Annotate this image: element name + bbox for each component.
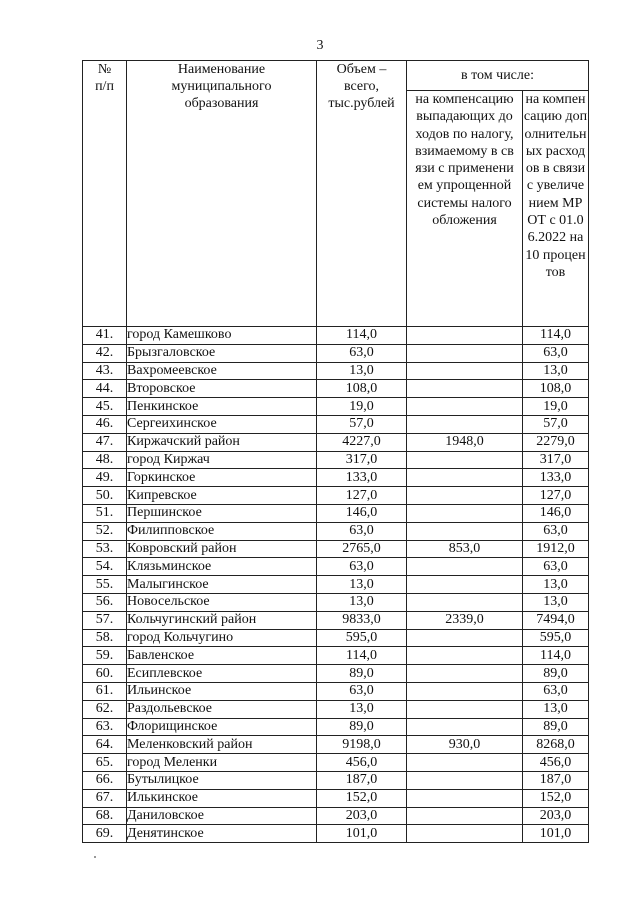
- row-number-cell: 41.: [83, 327, 127, 345]
- total-volume-cell: 63,0: [317, 558, 407, 576]
- row-number-cell: 64.: [83, 736, 127, 754]
- mrot-compensation-cell: 317,0: [523, 451, 589, 469]
- mrot-compensation-cell: 8268,0: [523, 736, 589, 754]
- mrot-compensation-cell: 114,0: [523, 327, 589, 345]
- usn-compensation-cell: [407, 718, 523, 736]
- total-volume-cell: 108,0: [317, 380, 407, 398]
- table-header: [83, 61, 589, 327]
- table-row: [83, 362, 589, 380]
- usn-compensation-cell: [407, 825, 523, 843]
- municipality-name-cell: город Киржач: [127, 451, 317, 469]
- table-body: [83, 327, 589, 843]
- table-row: [83, 398, 589, 416]
- municipality-name-cell: Флорищинское: [127, 718, 317, 736]
- row-number-cell: 63.: [83, 718, 127, 736]
- usn-compensation-cell: [407, 469, 523, 487]
- row-number-cell: 62.: [83, 700, 127, 718]
- row-number-cell: 53.: [83, 540, 127, 558]
- usn-compensation-cell: [407, 665, 523, 683]
- usn-compensation-cell: [407, 629, 523, 647]
- mrot-compensation-cell: 89,0: [523, 718, 589, 736]
- mrot-compensation-cell: 1912,0: [523, 540, 589, 558]
- usn-compensation-cell: [407, 398, 523, 416]
- municipality-name-cell: Першинское: [127, 504, 317, 522]
- table-row: [83, 611, 589, 629]
- table-row: [83, 433, 589, 451]
- total-volume-cell: 13,0: [317, 576, 407, 594]
- mrot-compensation-cell: 7494,0: [523, 611, 589, 629]
- total-volume-cell: 203,0: [317, 807, 407, 825]
- header-number: № п/п: [83, 61, 127, 327]
- table-row: [83, 825, 589, 843]
- table-row: [83, 522, 589, 540]
- total-volume-cell: 101,0: [317, 825, 407, 843]
- total-volume-cell: 9833,0: [317, 611, 407, 629]
- usn-compensation-cell: [407, 576, 523, 594]
- mrot-compensation-cell: 101,0: [523, 825, 589, 843]
- mrot-compensation-cell: 13,0: [523, 576, 589, 594]
- header-mrot-compensation: на компенсацию дополнительных расходов в связи с увеличением МРОТ с 01.06.2022 на 10 процентов: [523, 91, 589, 327]
- mrot-compensation-cell: 152,0: [523, 789, 589, 807]
- mrot-compensation-cell: 127,0: [523, 487, 589, 505]
- municipality-name-cell: Раздольевское: [127, 700, 317, 718]
- municipality-name-cell: Бавленское: [127, 647, 317, 665]
- municipality-name-cell: Денятинское: [127, 825, 317, 843]
- page-number: 3: [316, 38, 324, 53]
- row-number-cell: 67.: [83, 789, 127, 807]
- total-volume-cell: 63,0: [317, 682, 407, 700]
- usn-compensation-cell: 853,0: [407, 540, 523, 558]
- table-row: [83, 558, 589, 576]
- table-row: [83, 327, 589, 345]
- total-volume-cell: 133,0: [317, 469, 407, 487]
- municipality-name-cell: Илькинское: [127, 789, 317, 807]
- table-row: [83, 504, 589, 522]
- table-row: [83, 789, 589, 807]
- municipality-name-cell: Ковровский район: [127, 540, 317, 558]
- mrot-compensation-cell: 114,0: [523, 647, 589, 665]
- mrot-compensation-cell: 13,0: [523, 700, 589, 718]
- row-number-cell: 52.: [83, 522, 127, 540]
- total-volume-cell: 13,0: [317, 362, 407, 380]
- row-number-cell: 54.: [83, 558, 127, 576]
- municipality-name-cell: Брызгаловское: [127, 344, 317, 362]
- usn-compensation-cell: [407, 789, 523, 807]
- municipality-name-cell: Есиплевское: [127, 665, 317, 683]
- municipality-name-cell: Малыгинское: [127, 576, 317, 594]
- row-number-cell: 68.: [83, 807, 127, 825]
- total-volume-cell: 19,0: [317, 398, 407, 416]
- usn-compensation-cell: [407, 593, 523, 611]
- row-number-cell: 42.: [83, 344, 127, 362]
- row-number-cell: 60.: [83, 665, 127, 683]
- total-volume-cell: 63,0: [317, 344, 407, 362]
- table-row: [83, 771, 589, 789]
- mrot-compensation-cell: 133,0: [523, 469, 589, 487]
- header-usn-compensation: на компенсацию выпадающих доходов по налогу, взимаемому в связи с применением упрощенной системы налогообложения: [407, 91, 523, 327]
- total-volume-cell: 89,0: [317, 718, 407, 736]
- usn-compensation-cell: [407, 522, 523, 540]
- table-row: [83, 718, 589, 736]
- mrot-compensation-cell: 2279,0: [523, 433, 589, 451]
- municipality-name-cell: Горкинское: [127, 469, 317, 487]
- row-number-cell: 43.: [83, 362, 127, 380]
- mrot-compensation-cell: 595,0: [523, 629, 589, 647]
- municipality-name-cell: Вахромеевское: [127, 362, 317, 380]
- municipality-name-cell: Кипревское: [127, 487, 317, 505]
- table-row: [83, 380, 589, 398]
- municipality-name-cell: Филипповское: [127, 522, 317, 540]
- row-number-cell: 59.: [83, 647, 127, 665]
- row-number-cell: 66.: [83, 771, 127, 789]
- total-volume-cell: 2765,0: [317, 540, 407, 558]
- mrot-compensation-cell: 108,0: [523, 380, 589, 398]
- row-number-cell: 46.: [83, 415, 127, 433]
- usn-compensation-cell: [407, 700, 523, 718]
- municipality-name-cell: Кольчугинский район: [127, 611, 317, 629]
- municipality-name-cell: Киржачский район: [127, 433, 317, 451]
- municipality-name-cell: Клязьминское: [127, 558, 317, 576]
- municipality-name-cell: Новосельское: [127, 593, 317, 611]
- row-number-cell: 44.: [83, 380, 127, 398]
- total-volume-cell: 9198,0: [317, 736, 407, 754]
- usn-compensation-cell: [407, 754, 523, 772]
- total-volume-cell: 456,0: [317, 754, 407, 772]
- table-row: [83, 665, 589, 683]
- row-number-cell: 61.: [83, 682, 127, 700]
- mrot-compensation-cell: 89,0: [523, 665, 589, 683]
- usn-compensation-cell: [407, 682, 523, 700]
- usn-compensation-cell: [407, 771, 523, 789]
- municipality-name-cell: Меленковский район: [127, 736, 317, 754]
- municipality-name-cell: город Камешково: [127, 327, 317, 345]
- usn-compensation-cell: 2339,0: [407, 611, 523, 629]
- usn-compensation-cell: 930,0: [407, 736, 523, 754]
- row-number-cell: 69.: [83, 825, 127, 843]
- total-volume-cell: 13,0: [317, 593, 407, 611]
- mrot-compensation-cell: 13,0: [523, 593, 589, 611]
- mrot-compensation-cell: 203,0: [523, 807, 589, 825]
- municipality-name-cell: Даниловское: [127, 807, 317, 825]
- table-row: [83, 469, 589, 487]
- mrot-compensation-cell: 456,0: [523, 754, 589, 772]
- usn-compensation-cell: 1948,0: [407, 433, 523, 451]
- row-number-cell: 50.: [83, 487, 127, 505]
- row-number-cell: 48.: [83, 451, 127, 469]
- total-volume-cell: 89,0: [317, 665, 407, 683]
- mrot-compensation-cell: 63,0: [523, 344, 589, 362]
- usn-compensation-cell: [407, 415, 523, 433]
- usn-compensation-cell: [407, 327, 523, 345]
- total-volume-cell: 13,0: [317, 700, 407, 718]
- usn-compensation-cell: [407, 487, 523, 505]
- municipality-name-cell: Ильинское: [127, 682, 317, 700]
- row-number-cell: 51.: [83, 504, 127, 522]
- usn-compensation-cell: [407, 558, 523, 576]
- row-number-cell: 47.: [83, 433, 127, 451]
- row-number-cell: 49.: [83, 469, 127, 487]
- municipality-name-cell: Бутылицкое: [127, 771, 317, 789]
- usn-compensation-cell: [407, 344, 523, 362]
- row-number-cell: 56.: [83, 593, 127, 611]
- header-including: в том числе:: [407, 61, 589, 91]
- usn-compensation-cell: [407, 504, 523, 522]
- total-volume-cell: 114,0: [317, 327, 407, 345]
- header-municipality-name: Наименование муниципального образования: [127, 61, 317, 327]
- table-row: [83, 700, 589, 718]
- table-row: [83, 487, 589, 505]
- usn-compensation-cell: [407, 451, 523, 469]
- usn-compensation-cell: [407, 362, 523, 380]
- table-row: [83, 593, 589, 611]
- row-number-cell: 45.: [83, 398, 127, 416]
- header-total-volume: Объем – всего, тыс.рублей: [317, 61, 407, 327]
- row-number-cell: 65.: [83, 754, 127, 772]
- table-row: [83, 540, 589, 558]
- table-row: [83, 629, 589, 647]
- municipality-name-cell: город Кольчугино: [127, 629, 317, 647]
- mrot-compensation-cell: 19,0: [523, 398, 589, 416]
- row-number-cell: 58.: [83, 629, 127, 647]
- municipality-name-cell: Пенкинское: [127, 398, 317, 416]
- usn-compensation-cell: [407, 647, 523, 665]
- mrot-compensation-cell: 187,0: [523, 771, 589, 789]
- allocation-table: [82, 60, 589, 843]
- table-row: [83, 647, 589, 665]
- usn-compensation-cell: [407, 380, 523, 398]
- scan-speck: [94, 856, 96, 858]
- total-volume-cell: 317,0: [317, 451, 407, 469]
- total-volume-cell: 63,0: [317, 522, 407, 540]
- table-row: [83, 576, 589, 594]
- usn-compensation-cell: [407, 807, 523, 825]
- total-volume-cell: 127,0: [317, 487, 407, 505]
- total-volume-cell: 57,0: [317, 415, 407, 433]
- mrot-compensation-cell: 63,0: [523, 682, 589, 700]
- mrot-compensation-cell: 57,0: [523, 415, 589, 433]
- total-volume-cell: 114,0: [317, 647, 407, 665]
- municipality-name-cell: Сергеихинское: [127, 415, 317, 433]
- table-row: [83, 415, 589, 433]
- mrot-compensation-cell: 63,0: [523, 522, 589, 540]
- table-row: [83, 807, 589, 825]
- total-volume-cell: 595,0: [317, 629, 407, 647]
- mrot-compensation-cell: 146,0: [523, 504, 589, 522]
- municipality-name-cell: Второвское: [127, 380, 317, 398]
- total-volume-cell: 4227,0: [317, 433, 407, 451]
- row-number-cell: 57.: [83, 611, 127, 629]
- row-number-cell: 55.: [83, 576, 127, 594]
- mrot-compensation-cell: 13,0: [523, 362, 589, 380]
- total-volume-cell: 187,0: [317, 771, 407, 789]
- mrot-compensation-cell: 63,0: [523, 558, 589, 576]
- table-row: [83, 754, 589, 772]
- municipality-name-cell: город Меленки: [127, 754, 317, 772]
- table-row: [83, 682, 589, 700]
- table-row: [83, 736, 589, 754]
- table-row: [83, 344, 589, 362]
- total-volume-cell: 152,0: [317, 789, 407, 807]
- total-volume-cell: 146,0: [317, 504, 407, 522]
- table-row: [83, 451, 589, 469]
